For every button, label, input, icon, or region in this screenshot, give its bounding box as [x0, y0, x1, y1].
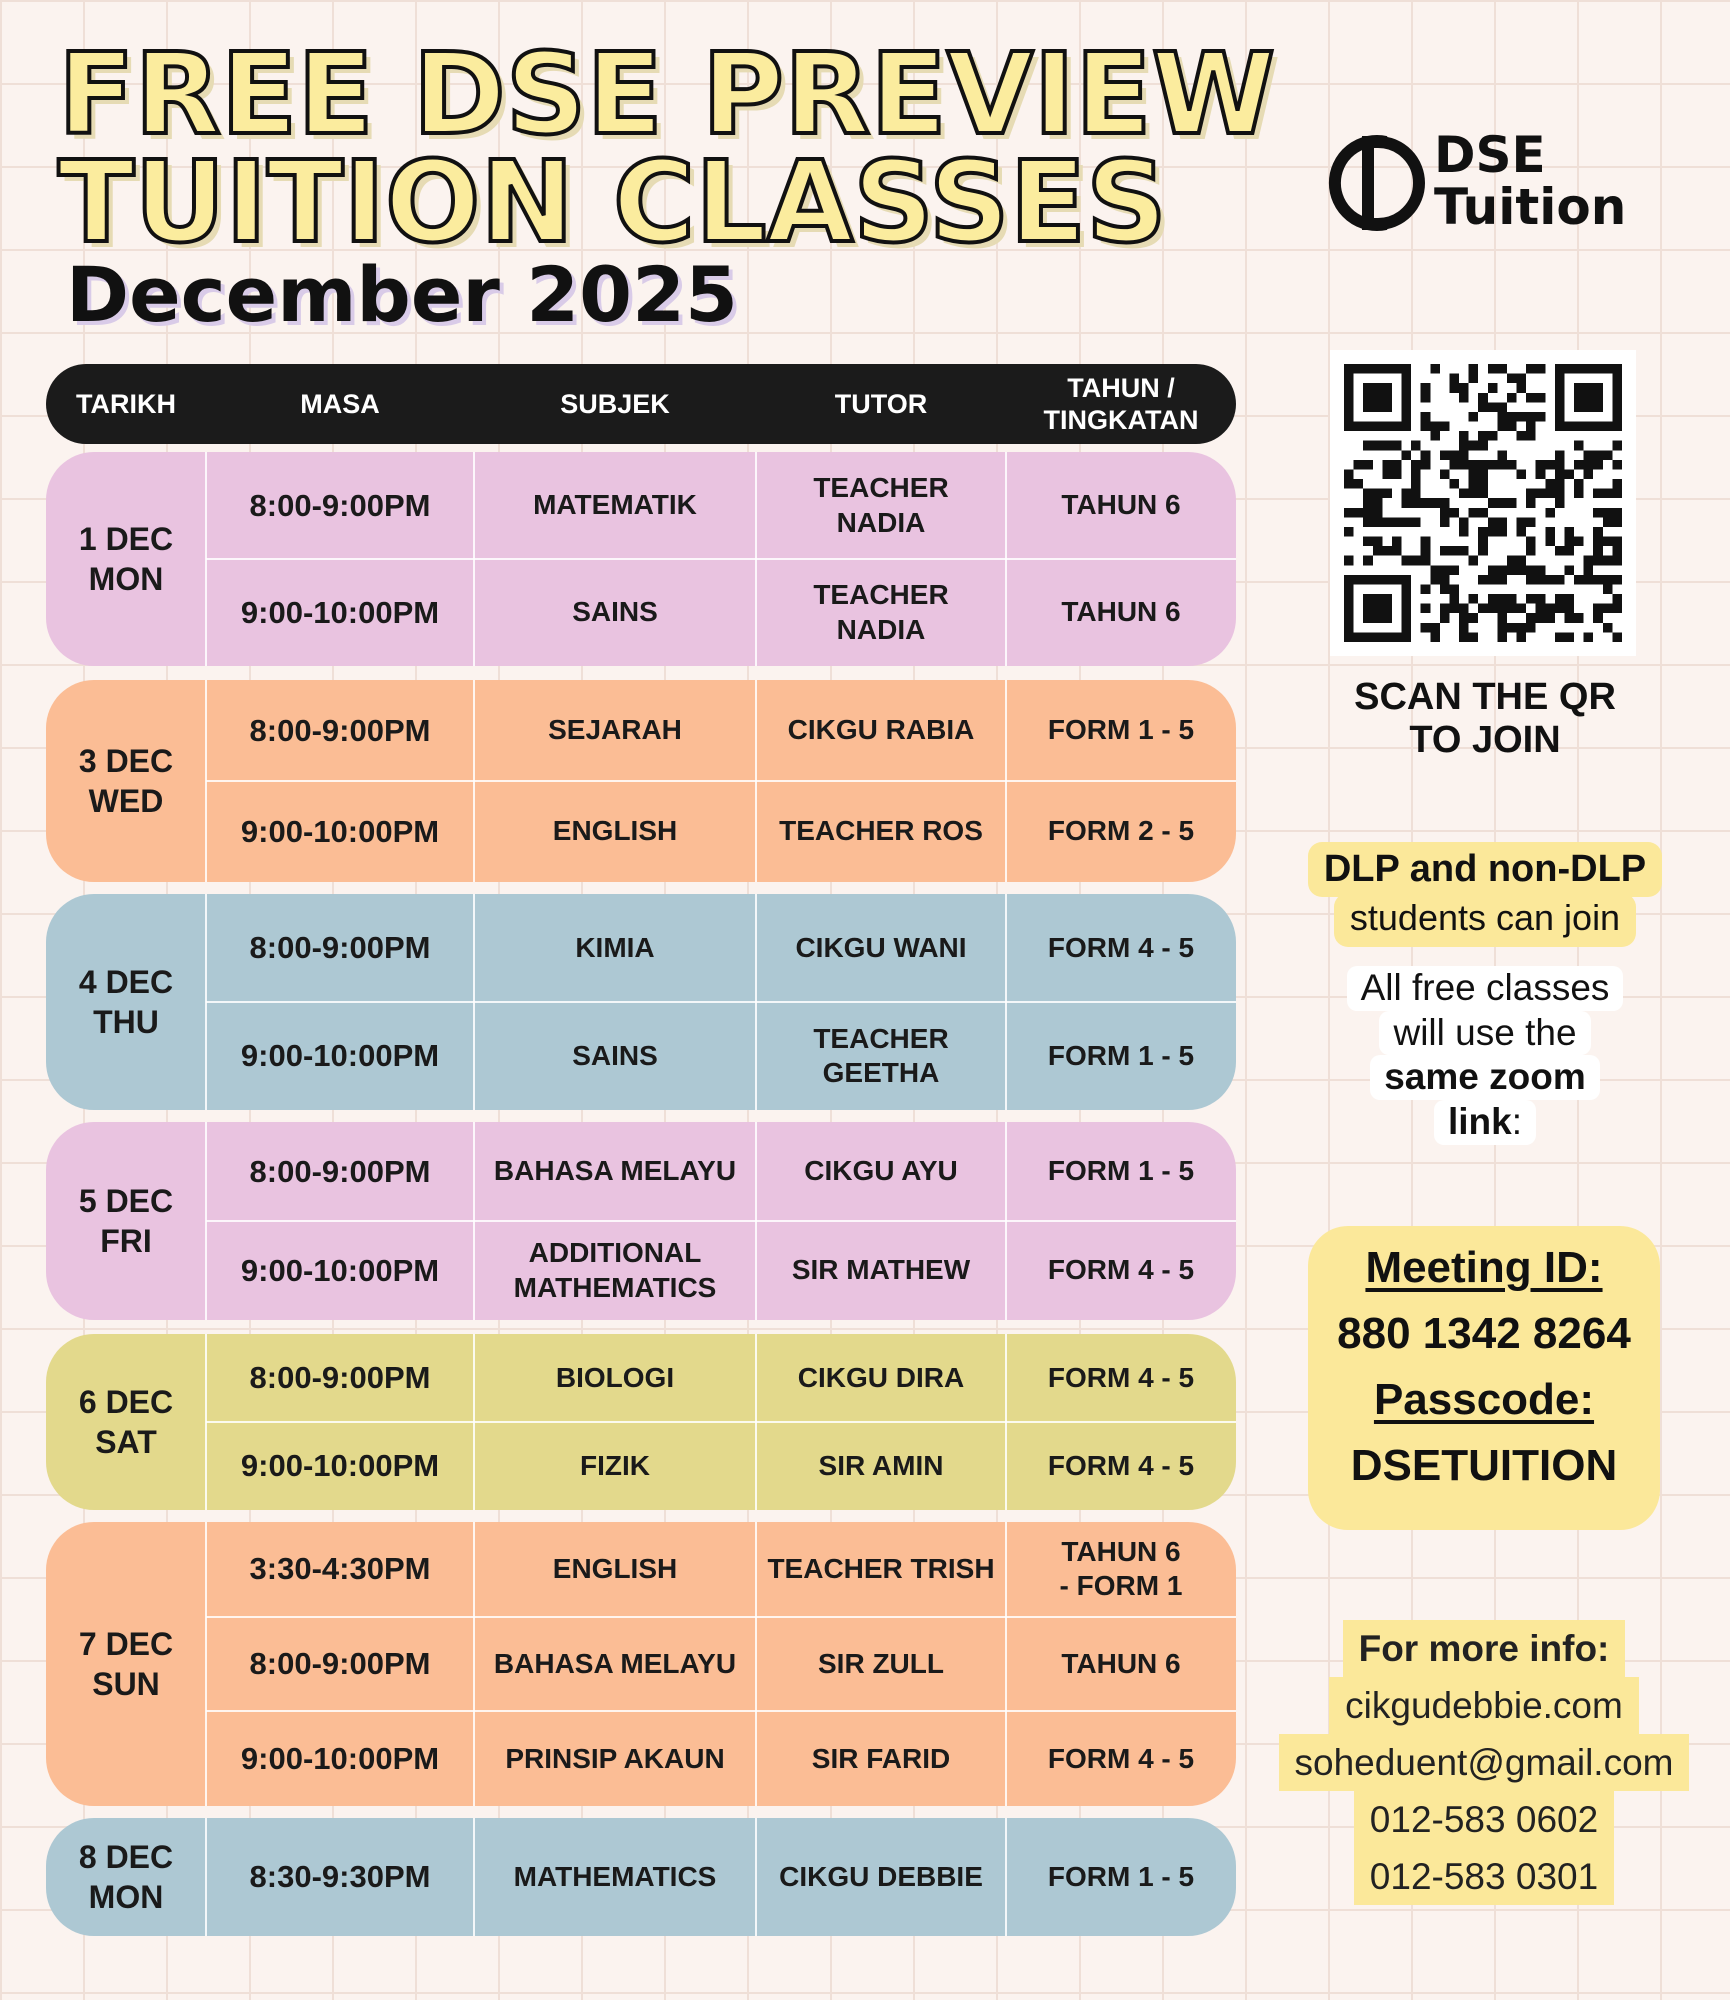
level-cell: TAHUN 6 - FORM 1	[1059, 1536, 1183, 1602]
weekday-label: FRI	[100, 1223, 152, 1259]
date-label: 3 DEC	[78, 743, 174, 779]
subject-cell: FIZIK	[580, 1449, 650, 1481]
time-cell: 9:00-10:00PM	[240, 1448, 440, 1484]
meeting-id-value[interactable]: 880 1342 8264	[1337, 1309, 1631, 1358]
level-cell: TAHUN 6	[1061, 489, 1181, 521]
weekday-label: THU	[93, 1004, 159, 1040]
subject-cell: ENGLISH	[552, 1553, 678, 1585]
passcode-value[interactable]: DSETUITION	[1350, 1441, 1618, 1490]
date-label: 1 DEC	[78, 521, 174, 557]
qr-caption-line-2: TO JOIN	[1409, 718, 1561, 761]
dlp-note-line-1: DLP and non-DLP	[1308, 842, 1662, 897]
date-cell	[46, 680, 206, 882]
time-cell: 9:00-10:00PM	[240, 1252, 440, 1288]
weekday-label: WED	[88, 783, 164, 819]
time-cell: 8:30-9:30PM	[249, 1859, 431, 1895]
col-header-tutor: TUTOR	[834, 388, 928, 419]
tutor-cell: SIR MATHEW	[791, 1254, 971, 1286]
contact-info	[1258, 1620, 1710, 1905]
date-cell	[46, 1522, 206, 1806]
contact-heading: For more info:	[1343, 1620, 1626, 1677]
date-cell	[46, 452, 206, 666]
date-cell	[46, 1334, 206, 1510]
subject-cell: BAHASA MELAYU	[493, 1647, 737, 1679]
subject-cell: BAHASA MELAYU	[493, 1155, 737, 1187]
logo-text-line-1: DSE	[1434, 126, 1546, 184]
level-cell: FORM 1 - 5	[1047, 714, 1195, 746]
time-cell: 9:00-10:00PM	[240, 813, 440, 849]
date-cell	[46, 894, 206, 1110]
time-cell: 9:00-10:00PM	[240, 594, 440, 630]
month-subtitle: December 2025	[66, 250, 738, 339]
subject-cell: SAINS	[572, 1039, 658, 1071]
tutor-cell: TEACHER GEETHA	[813, 1022, 949, 1088]
weekday-label: SAT	[95, 1424, 157, 1460]
date-label: 4 DEC	[78, 964, 174, 1000]
time-cell: 8:00-9:00PM	[249, 1153, 431, 1189]
level-cell: FORM 4 - 5	[1047, 1254, 1195, 1286]
day-block	[46, 680, 1236, 882]
zoom-note	[1315, 966, 1655, 1145]
time-cell: 8:00-9:00PM	[249, 712, 431, 748]
tutor-cell: TEACHER NADIA	[813, 472, 949, 538]
subject-cell: SAINS	[572, 596, 658, 628]
subject-cell: ADDITIONAL MATHEMATICS	[513, 1237, 717, 1303]
weekday-label: SUN	[92, 1666, 160, 1702]
level-cell: FORM 4 - 5	[1047, 1361, 1195, 1393]
dse-logo-icon	[1326, 128, 1426, 238]
dse-tuition-logo	[1326, 120, 1636, 240]
date-label: 6 DEC	[78, 1384, 174, 1420]
zoom-note-colon: :	[1511, 1101, 1523, 1143]
contact-email[interactable]: soheduent@gmail.com	[1279, 1734, 1690, 1791]
level-cell: TAHUN 6	[1061, 596, 1181, 628]
contact-website[interactable]: cikgudebbie.com	[1329, 1677, 1639, 1734]
subject-cell: PRINSIP AKAUN	[505, 1742, 725, 1774]
qr-code-icon	[1344, 364, 1622, 642]
weekday-label: MON	[88, 561, 164, 597]
dlp-note-line-2: students can join	[1334, 893, 1636, 947]
level-cell: FORM 4 - 5	[1047, 1742, 1195, 1774]
dlp-note	[1280, 842, 1690, 947]
date-label: 5 DEC	[78, 1183, 174, 1219]
tutor-cell: TEACHER ROS	[779, 815, 983, 847]
level-cell: FORM 1 - 5	[1047, 1155, 1195, 1187]
subject-cell: MATEMATIK	[533, 489, 697, 521]
title-line-2: TUITION CLASSES	[58, 138, 1167, 268]
time-cell: 8:00-9:00PM	[249, 1360, 431, 1396]
date-label: 7 DEC	[78, 1626, 174, 1662]
day-block	[46, 1522, 1236, 1806]
day-block	[46, 894, 1236, 1110]
tutor-cell: CIKGU AYU	[804, 1155, 958, 1187]
tutor-cell: SIR ZULL	[818, 1647, 944, 1679]
level-cell: FORM 4 - 5	[1047, 931, 1195, 963]
day-block	[46, 452, 1236, 666]
meeting-info-card	[1308, 1226, 1660, 1530]
tutor-cell: TEACHER NADIA	[813, 579, 949, 645]
level-cell: FORM 1 - 5	[1047, 1039, 1195, 1071]
col-header-time: MASA	[300, 388, 380, 419]
subject-cell: BIOLOGI	[555, 1361, 675, 1393]
col-header-date: TARIKH	[76, 388, 176, 419]
meeting-id-label: Meeting ID:	[1365, 1243, 1603, 1292]
logo-text-line-2: Tuition	[1434, 178, 1627, 236]
date-label: 8 DEC	[78, 1839, 174, 1875]
contact-phone-2[interactable]: 012-583 0301	[1354, 1848, 1614, 1905]
time-cell: 9:00-10:00PM	[240, 1740, 440, 1776]
time-cell: 8:00-9:00PM	[249, 930, 431, 966]
day-block	[46, 1818, 1236, 1936]
level-cell: TAHUN 6	[1061, 1647, 1181, 1679]
col-header-level: TAHUN / TINGKATAN	[1043, 372, 1199, 435]
qr-caption-line-1: SCAN THE QR	[1354, 676, 1616, 718]
time-cell: 8:00-9:00PM	[249, 1646, 431, 1682]
tutor-cell: CIKGU DIRA	[797, 1361, 965, 1393]
col-header-subject: SUBJEK	[560, 388, 670, 419]
level-cell: FORM 2 - 5	[1047, 815, 1195, 847]
zoom-note-line-1: All free classes	[1347, 966, 1624, 1011]
qr-code[interactable]	[1330, 350, 1636, 656]
qr-caption	[1300, 676, 1670, 761]
zoom-note-line-4: link	[1447, 1101, 1512, 1143]
title-line-1: FREE DSE PREVIEW	[58, 30, 1276, 160]
tutor-cell: CIKGU WANI	[795, 931, 967, 963]
tutor-cell: TEACHER TRISH	[767, 1553, 995, 1585]
time-cell: 3:30-4:30PM	[249, 1551, 431, 1587]
time-cell: 8:00-9:00PM	[249, 487, 431, 523]
subject-cell: ENGLISH	[552, 815, 678, 847]
date-cell	[46, 1122, 206, 1320]
level-cell: FORM 1 - 5	[1047, 1860, 1195, 1892]
tutor-cell: CIKGU DEBBIE	[779, 1860, 983, 1892]
tutor-cell: SIR FARID	[811, 1742, 951, 1774]
contact-phone-1[interactable]: 012-583 0602	[1354, 1791, 1614, 1848]
level-cell: FORM 4 - 5	[1047, 1449, 1195, 1481]
tutor-cell: CIKGU RABIA	[787, 714, 975, 746]
weekday-label: MON	[88, 1879, 164, 1915]
day-block	[46, 1122, 1236, 1320]
passcode-label: Passcode:	[1373, 1375, 1595, 1424]
tutor-cell: SIR AMIN	[818, 1449, 944, 1481]
day-block	[46, 1334, 1236, 1510]
zoom-note-line-3: same zoom	[1384, 1056, 1586, 1098]
subject-cell: SEJARAH	[548, 714, 682, 746]
time-cell: 9:00-10:00PM	[240, 1038, 440, 1074]
subject-cell: KIMIA	[575, 931, 655, 963]
schedule-header	[46, 364, 1236, 444]
subject-cell: MATHEMATICS	[513, 1860, 717, 1892]
zoom-note-line-2: will use the	[1379, 1011, 1590, 1056]
date-cell	[46, 1818, 206, 1936]
